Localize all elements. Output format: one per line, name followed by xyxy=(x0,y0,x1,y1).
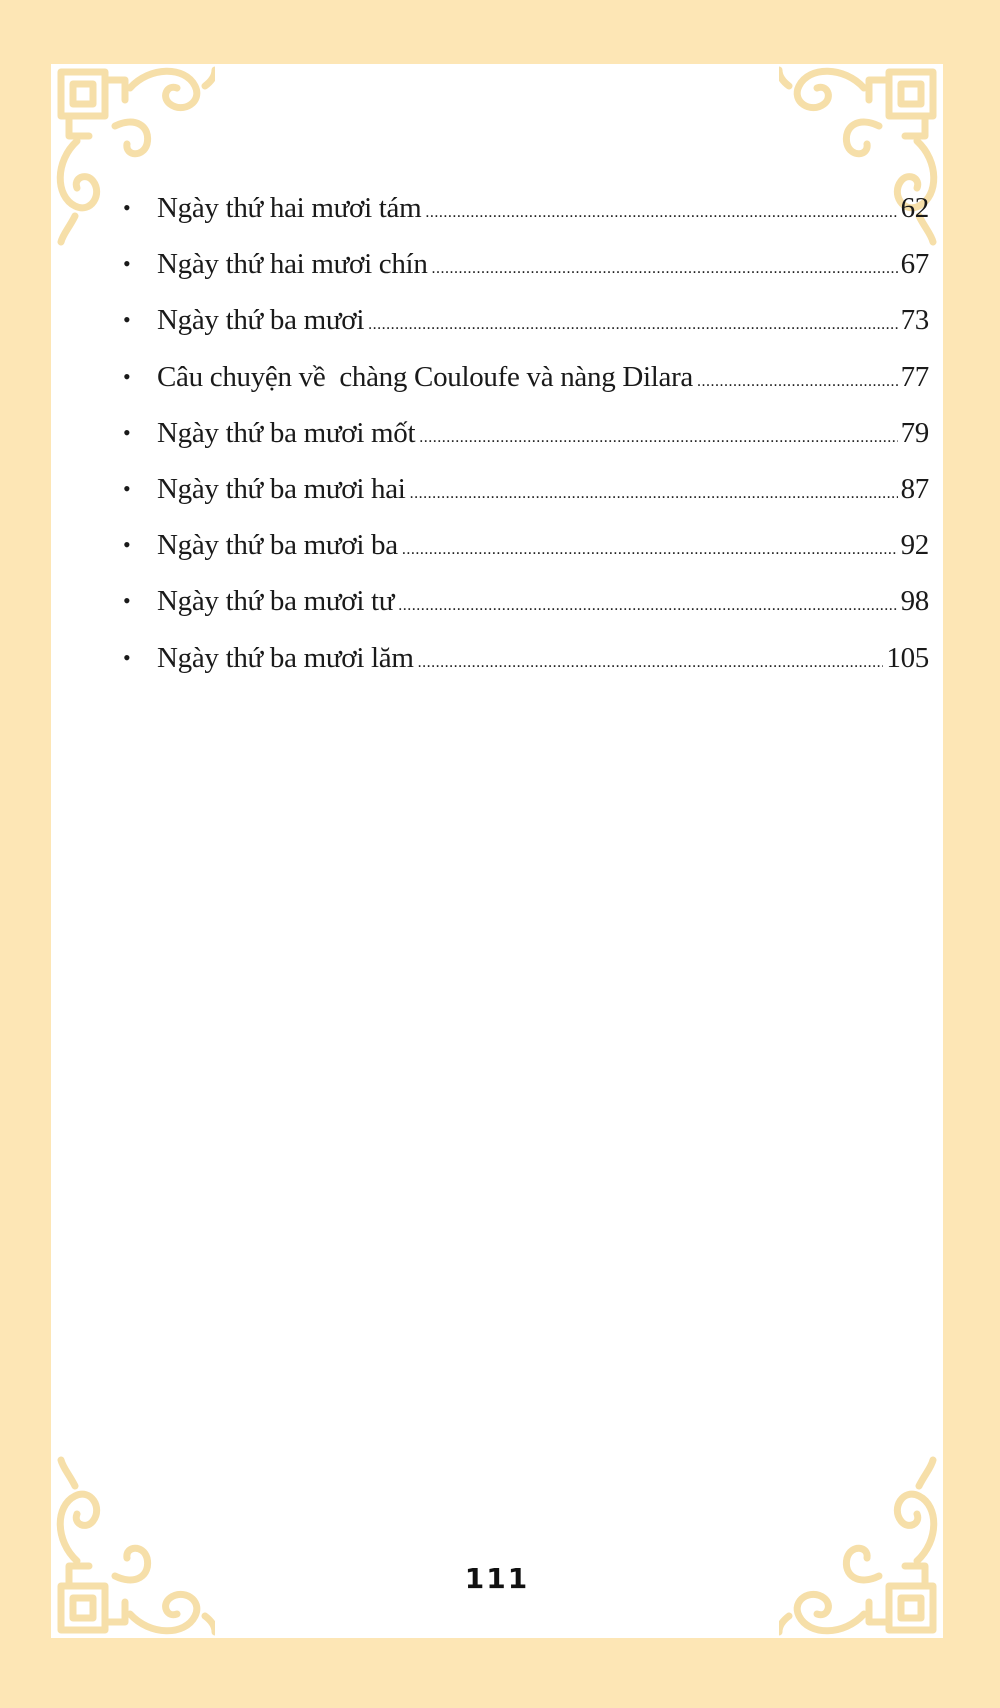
toc-entry-page: 105 xyxy=(886,641,929,674)
toc-entry[interactable] xyxy=(123,192,929,248)
dot-leader xyxy=(425,204,897,222)
toc-entry-page: 67 xyxy=(900,248,929,281)
bullet-icon: • xyxy=(123,251,131,277)
bullet-icon: • xyxy=(123,532,131,558)
dot-leader xyxy=(398,597,897,615)
bullet-icon: • xyxy=(123,475,131,501)
dot-leader xyxy=(419,429,897,447)
bullet-icon: • xyxy=(123,588,131,614)
toc-entry[interactable] xyxy=(123,304,929,360)
bullet-icon: • xyxy=(123,644,131,670)
toc-entry-title: Ngày thứ hai mươi chín xyxy=(157,248,428,281)
toc-entry[interactable] xyxy=(123,473,929,529)
toc-entry-page: 87 xyxy=(900,472,929,505)
table-of-contents xyxy=(123,192,929,698)
toc-entry-page: 92 xyxy=(900,529,929,562)
toc-entry-title: Ngày thứ hai mươi tám xyxy=(157,192,422,224)
dot-leader xyxy=(432,260,898,278)
toc-entry-title: Ngày thứ ba mươi mốt xyxy=(157,416,416,449)
bullet-icon: • xyxy=(123,307,131,333)
toc-entry-page: 77 xyxy=(900,360,929,393)
bullet-icon: • xyxy=(123,363,131,389)
toc-entry-page: 98 xyxy=(900,585,929,618)
dot-leader xyxy=(418,654,884,672)
toc-entry-title: Ngày thứ ba mươi hai xyxy=(157,472,406,505)
dot-leader xyxy=(410,485,898,503)
dot-leader xyxy=(368,316,898,334)
toc-entry[interactable] xyxy=(123,642,929,698)
bullet-icon: • xyxy=(123,195,131,220)
book-page xyxy=(51,64,943,1638)
dot-leader xyxy=(402,541,898,559)
toc-entry-title: Ngày thứ ba mươi tư xyxy=(157,585,395,618)
toc-entry-page: 73 xyxy=(900,304,929,337)
toc-entry[interactable] xyxy=(123,361,929,417)
corner-ornament-icon xyxy=(779,1456,939,1636)
toc-entry[interactable] xyxy=(123,529,929,585)
toc-entry-title: Ngày thứ ba mươi lăm xyxy=(157,641,414,674)
page-number: 111 xyxy=(464,1562,530,1595)
toc-entry[interactable] xyxy=(123,417,929,473)
corner-ornament-icon xyxy=(55,1456,215,1636)
toc-entry-title: Ngày thứ ba mươi xyxy=(157,304,365,337)
dot-leader xyxy=(697,373,898,391)
toc-entry-title: Ngày thứ ba mươi ba xyxy=(157,529,398,562)
bullet-icon: • xyxy=(123,419,131,445)
toc-entry[interactable] xyxy=(123,585,929,641)
toc-entry[interactable] xyxy=(123,248,929,304)
toc-entry-title: Câu chuyện về chàng Couloufe và nàng Dilara xyxy=(157,360,694,393)
toc-entry-page: 79 xyxy=(900,416,929,449)
toc-entry-page: 62 xyxy=(900,192,929,224)
